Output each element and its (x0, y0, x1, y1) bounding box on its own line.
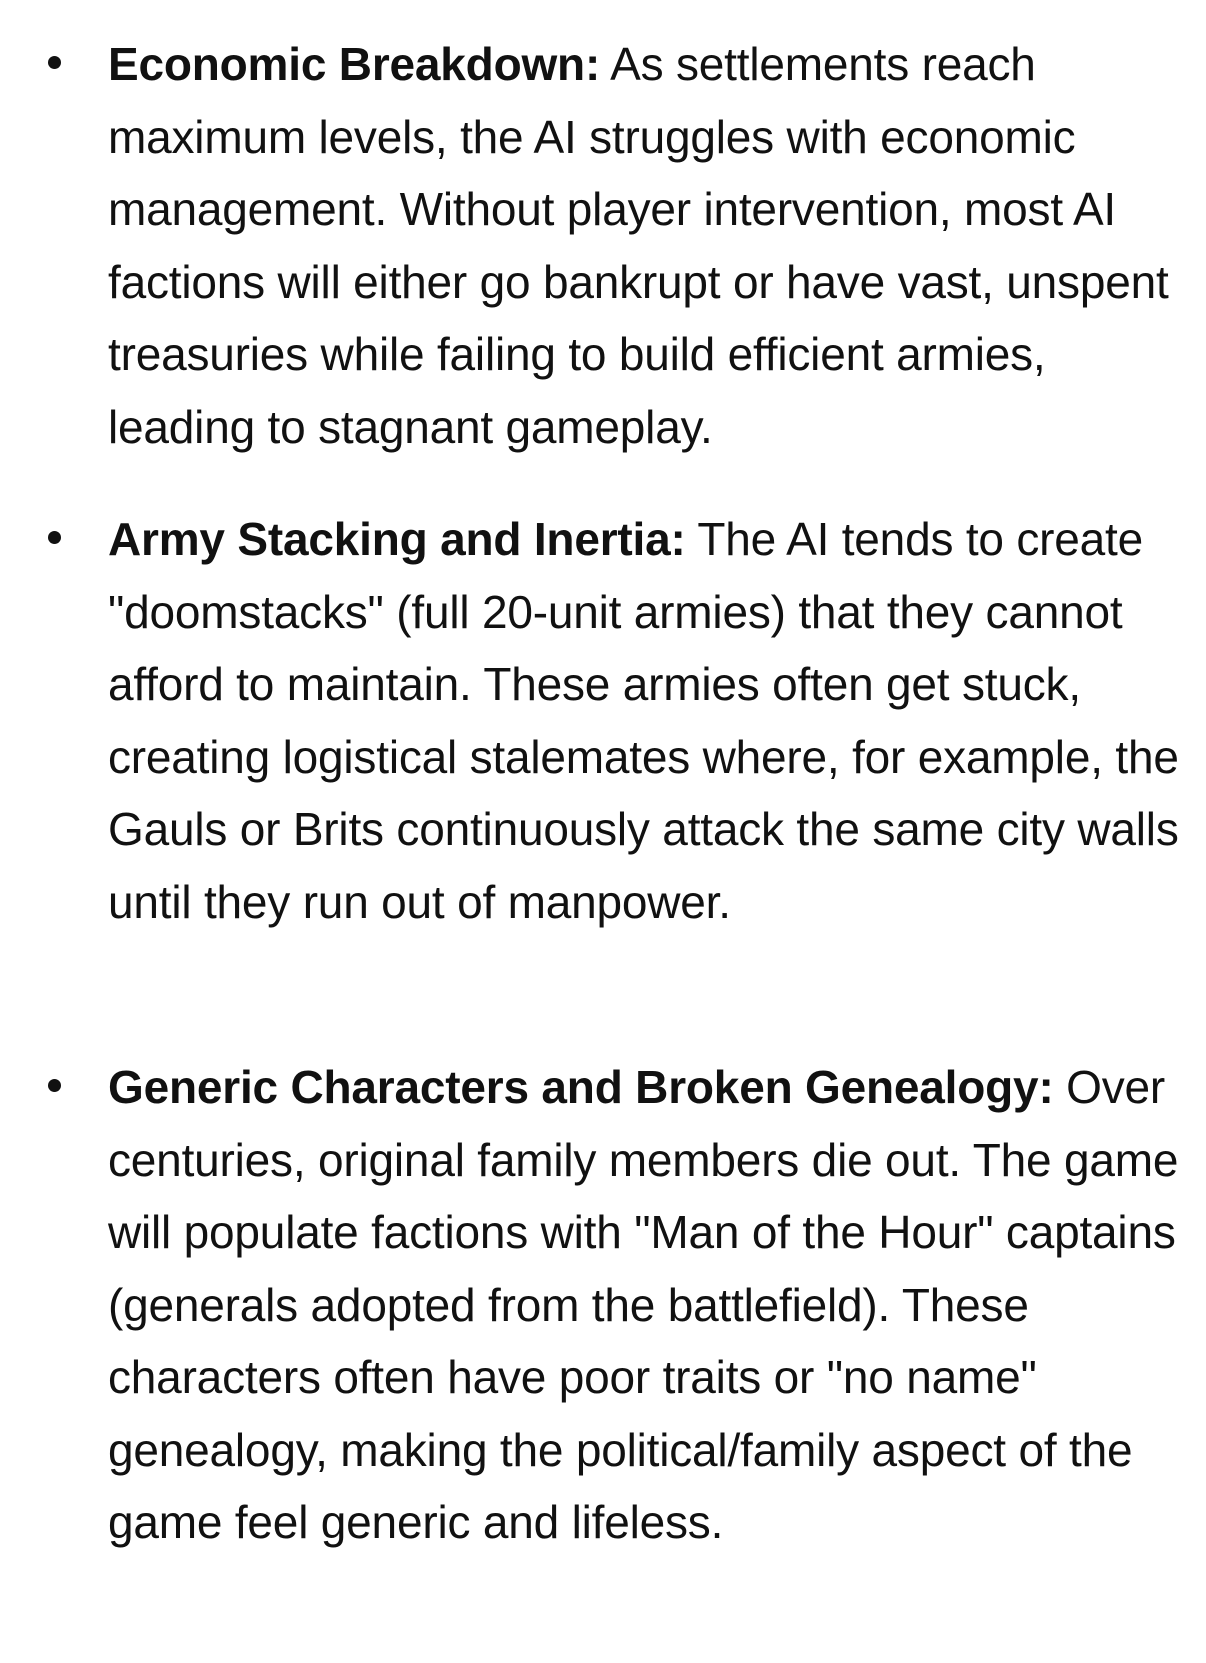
bullet-icon (48, 1079, 61, 1092)
item-body: The AI tends to create "doomstacks" (full 20-unit armies) that they cannot afford to maintain. These armies often get stuck, creating logistical stalemates where, for example, the Gauls or Brits continuously attack the same city walls until they run out of manpower. (108, 513, 1179, 928)
bullet-icon (48, 56, 61, 69)
list-item (108, 1051, 1186, 1559)
item-heading: Economic Breakdown: (108, 38, 601, 90)
item-heading: Generic Characters and Broken Genealogy: (108, 1061, 1054, 1113)
item-body: Over centuries, original family members die out. The game will populate factions with "Man of the Hour" captains (generals adopted from the battlefield). These characters often have poor traits or "no name" genealogy, making the political/family aspect of the game feel generic and lifeless. (108, 1061, 1179, 1548)
list-item (108, 503, 1186, 938)
list-item (108, 28, 1186, 463)
bullet-icon (48, 531, 61, 544)
item-heading: Army Stacking and Inertia: (108, 513, 686, 565)
item-body: As settlements reach maximum levels, the AI struggles with economic management. Without player intervention, most AI factions will either go bankrupt or have vast, unspent treasuries while failing to build efficient armies, leading to stagnant gameplay. (108, 38, 1169, 453)
